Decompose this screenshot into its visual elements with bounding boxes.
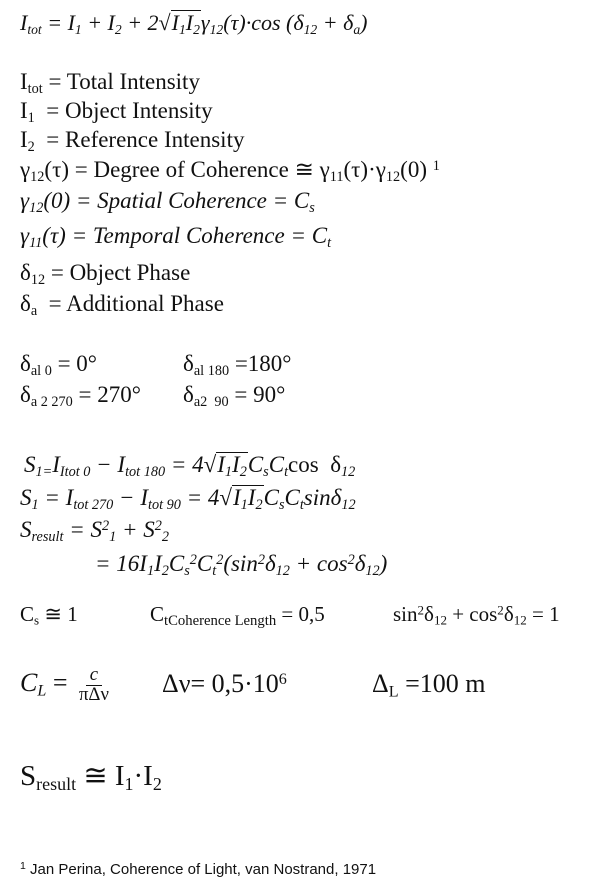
footnote: $^1$ Jan Perina, Coherence of Light, van Nostrand, 1971 xyxy=(20,859,377,878)
main-equation: $I_{tot} = I_1 + I_2 + 2√I_1I_2\gamma_{12}(\tau)\cdot\cos$ $(\delta_{12} + \delta_a)$ xyxy=(20,10,368,37)
phase-al0: $\delta_{al 0} = 0^\circ$ xyxy=(20,351,97,379)
delta-l-value: $\Delta_L =100$ m xyxy=(372,669,486,701)
phase-a2270: $\delta_{a 2 270} = 270^\circ$ xyxy=(20,382,141,410)
approx-ct: $C_{tCoherence Length} = 0,5$ xyxy=(150,602,325,630)
def-object-phase: $\delta_{12}$ = Object Phase xyxy=(20,260,191,288)
def-object-intensity: $I_1$ = Object Intensity xyxy=(20,98,213,126)
def-total-intensity: $I_{tot}$ = Total Intensity xyxy=(20,69,200,97)
equation-s1-sin: $S_1 = I_{tot 270} - I_{tot 90} = 4√I_1I_2C_sC_t\sin\delta_{12}$ xyxy=(20,485,356,513)
approx-trig-identity: $\sin^2\delta_{12} + \cos^2\delta_{12} = 1$ xyxy=(393,602,560,628)
equation-sresult-expanded: = $16I_1I_2C_s^2C_t^2(\sin^2\delta_{12} + \cos^2\delta_{12})$ xyxy=(95,551,388,579)
equation-sresult: $S_{result} = S^2_1 + S^2_2$ xyxy=(20,517,169,545)
def-additional-phase: $\delta_a$ = Additional Phase xyxy=(20,291,224,319)
equation-s1-cos: $S_{1=}I_{Itot 0} - I_{tot 180} = 4√I_1I_2C_sC_t\cos$ $\delta_{12}$ xyxy=(24,452,356,480)
phase-al180: $\delta_{al 180} =180^\circ$ xyxy=(183,351,292,379)
bandwidth-value: $\Delta\nu= 0,5\cdot 10^6$ xyxy=(162,669,287,698)
def-spatial-coherence: $\gamma_{12}(0)$ = Spatial Coherence = $C_s$ xyxy=(20,188,315,216)
def-temporal-coherence: $\gamma_{11}(\tau)$ = Temporal Coherence = $C_t$ xyxy=(20,223,332,251)
def-degree-of-coherence: $\gamma_{12}(\tau)$ = Degree of Coherence ≅ $\gamma_{11}(\tau)\cdot\gamma_{12}(0)$ $^1$ xyxy=(20,157,440,185)
approx-cs: $C_s$ ≅ 1 xyxy=(20,602,78,628)
phase-a290: $\delta_{a2 90} = 90^\circ$ xyxy=(183,382,286,410)
final-result: $S_{result}$ ≅ $I_1\cdot I_2$ xyxy=(20,760,162,795)
def-reference-intensity: $I_2$ = Reference Intensity xyxy=(20,127,245,155)
coherence-length-equation: $C_L$ = $\frac{c}{\text{πΔν}}$ xyxy=(20,664,109,705)
